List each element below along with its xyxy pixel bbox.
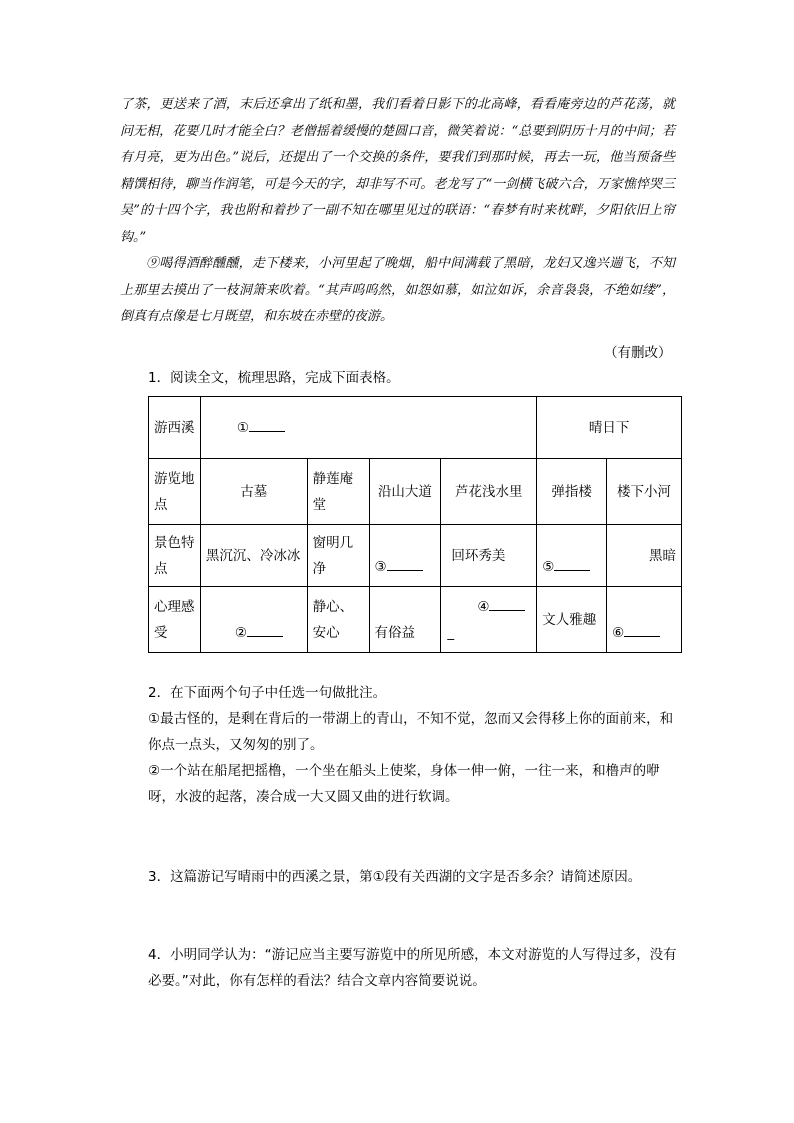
answer-blank[interactable] — [554, 556, 590, 571]
table-cell: 静莲庵堂 — [307, 459, 369, 525]
question-4-title: 4．小明同学认为：“游记应当主要写游览中的所见所感，本文对游览的人写得过多，没有必要。”对此，你有怎样的看法？结合文章内容简要说说。 — [148, 947, 677, 989]
table-cell: 晴日下 — [537, 397, 682, 459]
table-cell: 弹指楼 — [537, 459, 607, 525]
question-3 — [148, 864, 678, 890]
table-cell: 静心、安心 — [307, 587, 369, 653]
table-cell: 古墓 — [200, 459, 307, 525]
row-label: 心理感受 — [149, 587, 201, 653]
question-2 — [148, 680, 678, 810]
row-label: 游西溪 — [149, 397, 201, 459]
reading-table — [148, 396, 682, 653]
answer-blank[interactable] — [247, 622, 283, 637]
blank-number: ⑥ — [612, 625, 625, 641]
passage-paragraph-9: ⑨喝得酒醉醺醺，走下楼来，小河里起了晚烟，船中间满载了黑暗，龙妇又逸兴遄飞，不知上那里去摸出了一枝洞箫来吹着。“其声呜呜然，如怨如慕，如泣如诉，余音袅袅，不绝如缕”，倒真有点像是七月既望，和东坡在赤壁的夜游。 — [120, 256, 675, 324]
table-cell[interactable] — [441, 587, 537, 653]
answer-blank[interactable] — [489, 596, 525, 611]
table-cell: 文人雅趣 — [537, 587, 607, 653]
table-cell[interactable] — [200, 587, 307, 653]
answer-blank[interactable] — [387, 556, 423, 571]
blank-number: ⑤ — [542, 559, 555, 575]
table-cell: 回环秀美 — [441, 525, 537, 587]
question-3-title: 3．这篇游记写晴雨中的西溪之景，第①段有关西湖的文字是否多余？请简述原因。 — [148, 869, 642, 885]
blank-number: ③ — [374, 559, 387, 575]
question-2-title: 2．在下面两个句子中任选一句做批注。 — [148, 685, 387, 701]
table-cell[interactable] — [537, 525, 607, 587]
row-label: 景色特点 — [149, 525, 201, 587]
question-4 — [148, 942, 678, 994]
edit-note: （有删改） — [604, 345, 672, 361]
row-label: 游览地点 — [149, 459, 201, 525]
table-cell: 芦花浅水里 — [441, 459, 537, 525]
passage-paragraph-8: 了茶，更送来了酒，末后还拿出了纸和墨，我们看着日影下的北高峰，看看庵旁边的芦花荡，就问无相，花要几时才能全白？老僧摇着缓慢的楚圆口音，微笑着说：“总要到阴历十月的中间；若有月亮，更为出色。”说后，还提出了一个交换的条件，要我们到那时候，再去一玩，他当预备些精馔相待，聊当作润笔，可是今天的字，却非写不可。老龙写了“一剑横飞破六合，万家憔悴哭三吴”的十四个字，我也附和着抄了一副不知在哪里见过的联语：“春梦有时来枕畔，夕阳依旧上帘钩。” — [120, 97, 675, 245]
question-2-sentence-2: ②一个站在船尾把摇橹，一个坐在船头上使桨，身体一伸一俯，一往一来，和橹声的咿呀，水波的起落，凑合成一大又圆又曲的进行软调。 — [148, 763, 660, 805]
passage — [120, 92, 675, 331]
table-cell: 有俗益 — [369, 587, 441, 653]
table-cell[interactable] — [607, 587, 682, 653]
table-row — [149, 459, 682, 525]
table-cell: 黑暗 — [607, 525, 682, 587]
answer-blank[interactable] — [249, 417, 285, 432]
table-row — [149, 525, 682, 587]
table-cell: 楼下小河 — [607, 459, 682, 525]
table-cell: 窗明几净 — [307, 525, 369, 587]
question-1 — [148, 365, 678, 391]
blank-number: ② — [234, 625, 247, 641]
table-row — [149, 397, 682, 459]
blank-number: ④ — [477, 598, 490, 615]
question-1-title: 1．阅读全文，梳理思路，完成下面表格。 — [148, 370, 400, 386]
table-row — [149, 587, 682, 653]
table-cell: 黑沉沉、冷冰冰 — [200, 525, 307, 587]
question-2-sentence-1: ①最古怪的，是剩在背后的一带湖上的青山，不知不觉，忽而又会得移上你的面前来，和你点一点头，又匆匆的别了。 — [148, 711, 674, 753]
table-cell[interactable] — [369, 525, 441, 587]
answer-blank[interactable] — [624, 622, 660, 637]
blank-number: ① — [236, 419, 249, 436]
blank-continuation: _ — [447, 624, 455, 641]
table-cell: 沿山大道 — [369, 459, 441, 525]
table-cell[interactable] — [200, 397, 536, 459]
